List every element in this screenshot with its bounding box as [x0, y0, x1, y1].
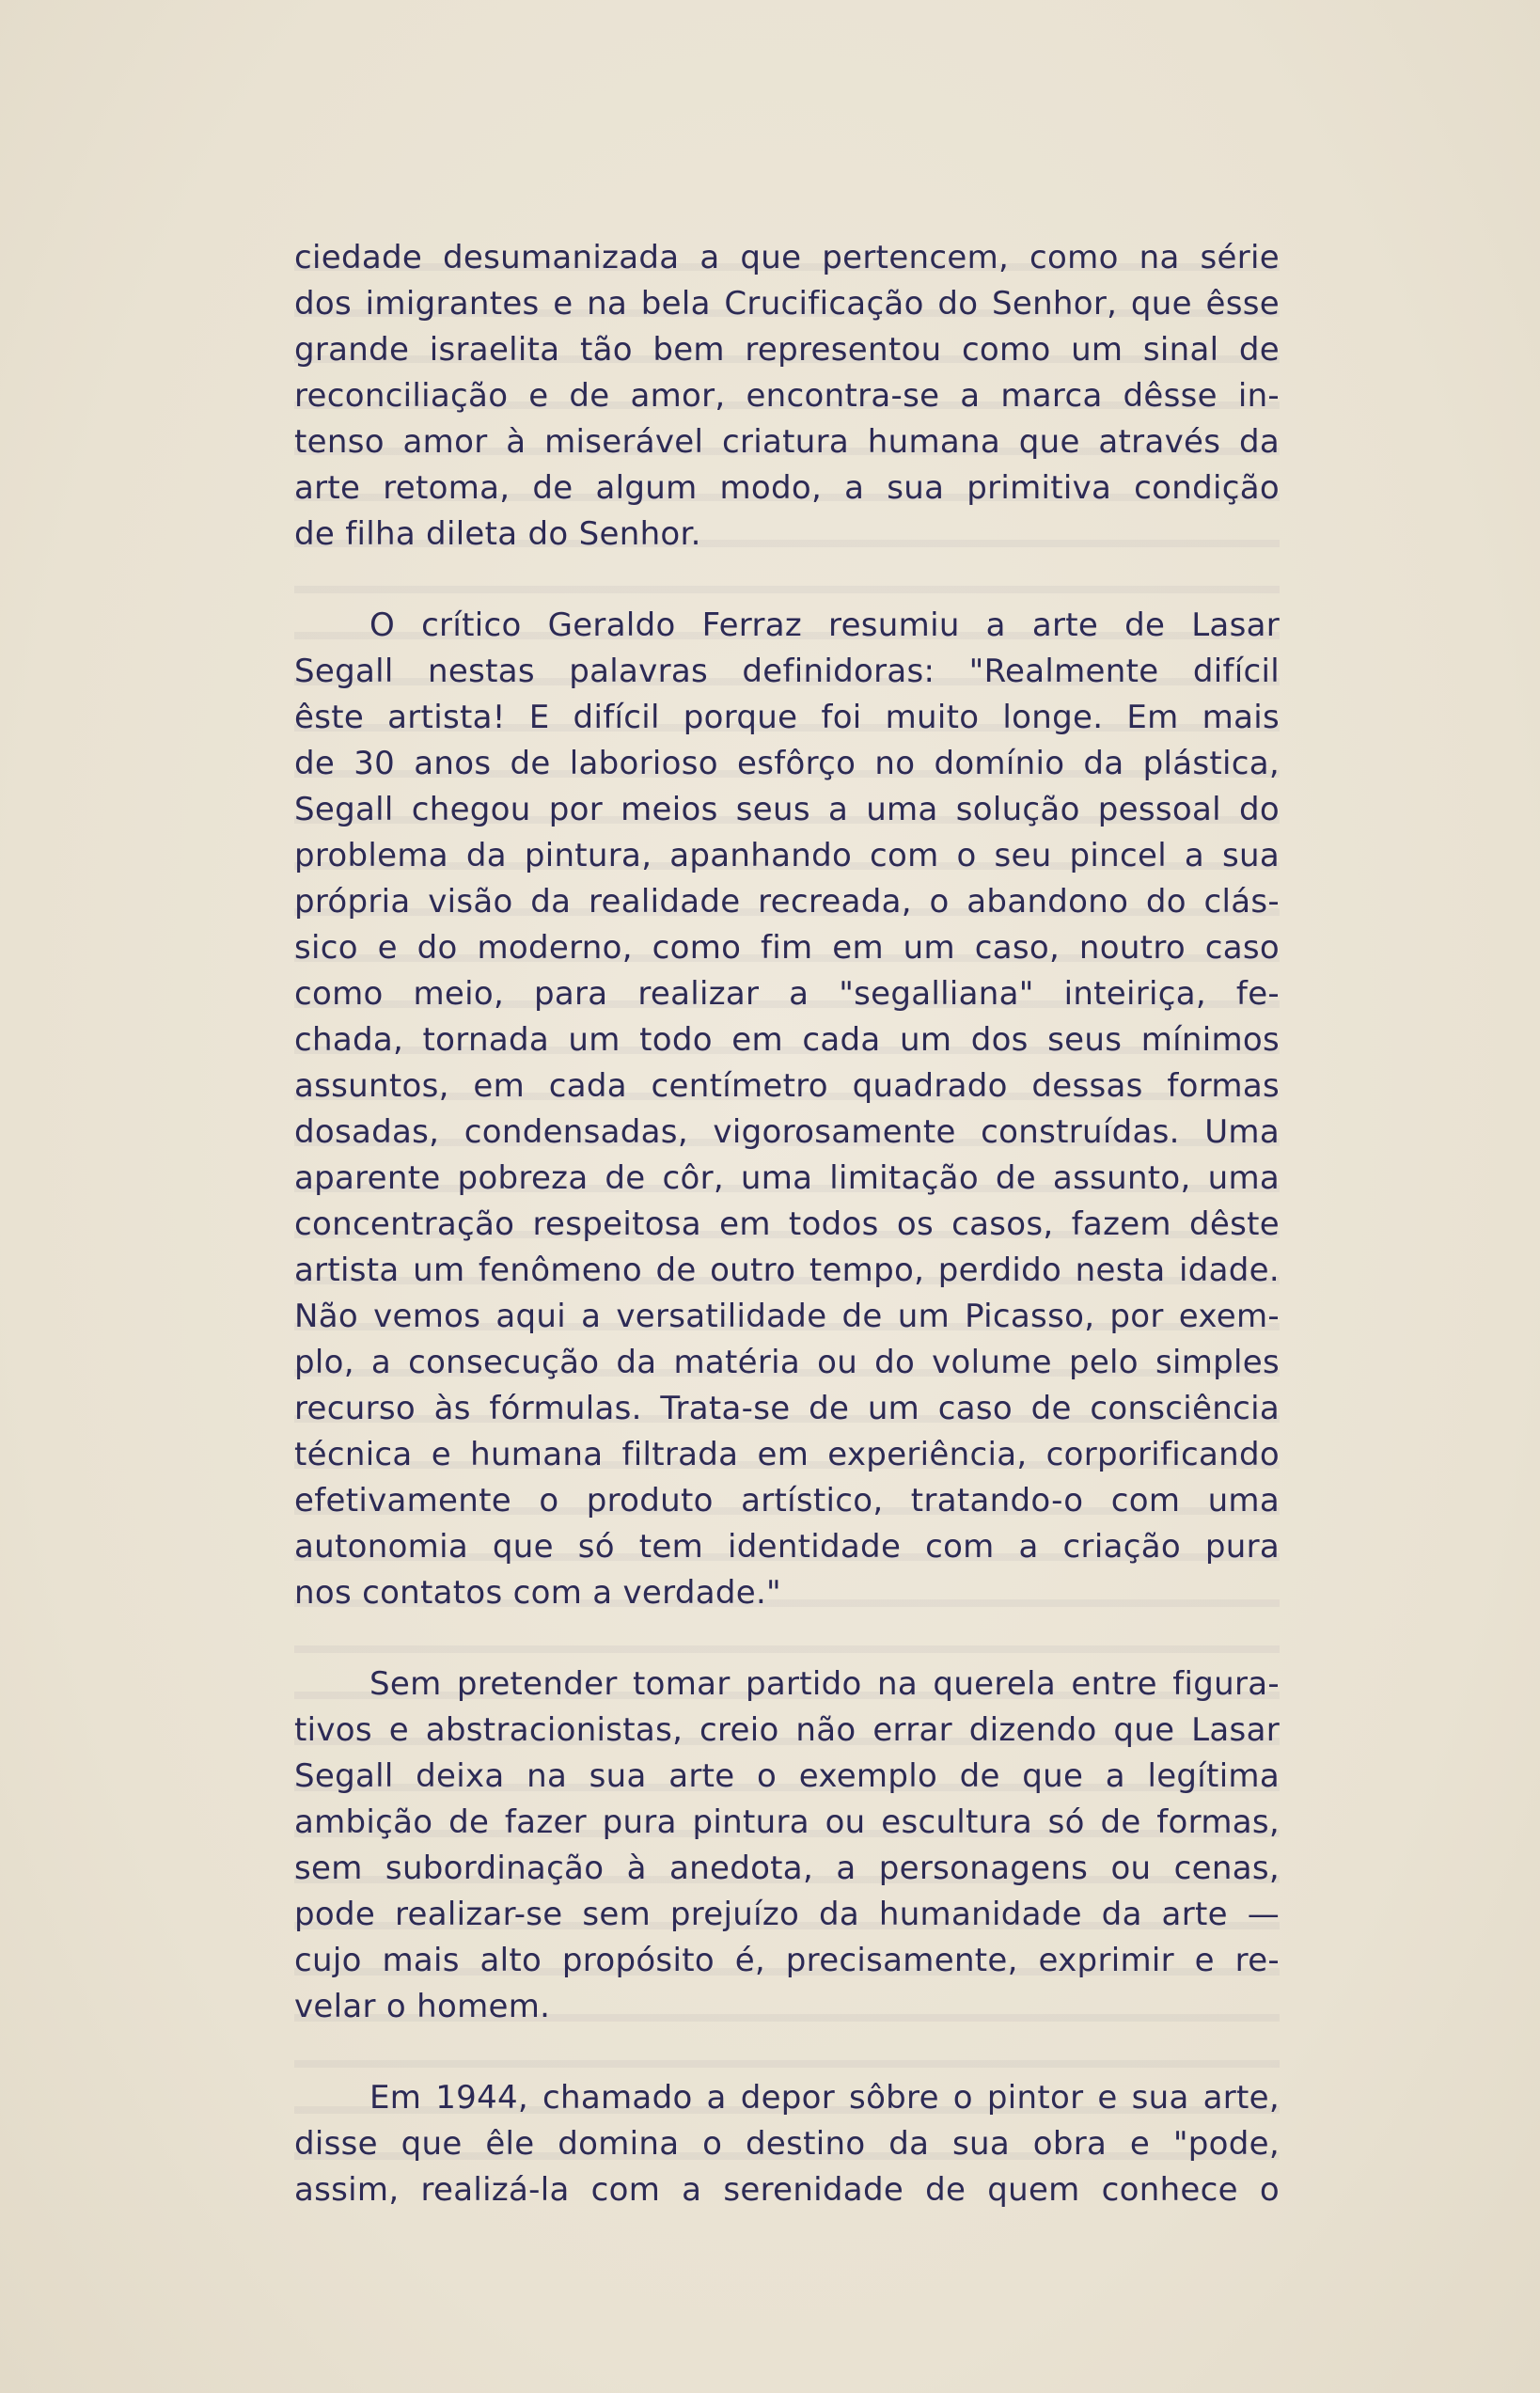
text-line: como meio, para realizar a "segalliana" inteiriça, fe-	[294, 975, 1280, 1013]
text-line: arte retoma, de algum modo, a sua primitiva condição	[294, 469, 1280, 507]
text-line: autonomia que só tem identidade com a criação pura	[294, 1528, 1280, 1566]
text-line: sico e do moderno, como fim em um caso, noutro caso	[294, 929, 1280, 967]
text-line: recurso às fórmulas. Trata-se de um caso de consciência	[294, 1390, 1280, 1427]
text-line: ambição de fazer pura pintura ou escultura só de formas,	[294, 1803, 1280, 1841]
text-line: pode realizar-se sem prejuízo da humanidade da arte —	[294, 1896, 1280, 1933]
text-line: assuntos, em cada centímetro quadrado dessas formas	[294, 1067, 1280, 1105]
text-line: concentração respeitosa em todos os casos, fazem dêste	[294, 1205, 1280, 1243]
text-line: efetivamente o produto artístico, tratando-o com uma	[294, 1482, 1280, 1519]
text-line: Segall nestas palavras definidoras: "Realmente difícil	[294, 653, 1280, 690]
text-line: velar o homem.	[294, 1988, 551, 2025]
text-line: tenso amor à miserável criatura humana que através da	[294, 423, 1280, 461]
text-line: Em 1944, chamado a depor sôbre o pintor e sua arte,	[369, 2079, 1280, 2117]
text-line: plo, a consecução da matéria ou do volume pelo simples	[294, 1344, 1280, 1381]
text-line: Não vemos aqui a versatilidade de um Picasso, por exem-	[294, 1298, 1280, 1335]
text-line: chada, tornada um todo em cada um dos seus mínimos	[294, 1021, 1280, 1059]
text-line: dos imigrantes e na bela Crucificação do Senhor, que êsse	[294, 285, 1280, 323]
text-line: técnica e humana filtrada em experiência, corporificando	[294, 1436, 1280, 1473]
text-line: disse que êle domina o destino da sua obra e "pode,	[294, 2125, 1280, 2163]
text-line: ciedade desumanizada a que pertencem, como na série	[294, 239, 1280, 276]
text-line: Segall chegou por meios seus a uma solução pessoal do	[294, 791, 1280, 828]
text-line: Segall deixa na sua arte o exemplo de que a legítima	[294, 1757, 1280, 1795]
text-line: Sem pretender tomar partido na querela entre figura-	[369, 1665, 1280, 1703]
text-line: sem subordinação à anedota, a personagens ou cenas,	[294, 1850, 1280, 1887]
text-line: O crítico Geraldo Ferraz resumiu a arte de Lasar	[369, 606, 1280, 644]
text-line: grande israelita tão bem representou como um sinal de	[294, 331, 1280, 369]
text-line: nos contatos com a verdade."	[294, 1574, 781, 1612]
text-line: cujo mais alto propósito é, precisamente, exprimir e re-	[294, 1942, 1280, 1979]
text-line: própria visão da realidade recreada, o abandono do clás-	[294, 883, 1280, 921]
text-line: problema da pintura, apanhando com o seu pincel a sua	[294, 837, 1280, 874]
paragraph-3	[294, 1661, 1280, 2030]
text-line: dosadas, condensadas, vigorosamente construídas. Uma	[294, 1113, 1280, 1151]
body-text	[294, 235, 1280, 2213]
text-line: êste artista! E difícil porque foi muito longe. Em mais	[294, 699, 1280, 736]
text-line: reconciliação e de amor, encontra-se a marca dêsse in-	[294, 377, 1280, 415]
text-line: aparente pobreza de côr, uma limitação de assunto, uma	[294, 1159, 1280, 1197]
paragraph-1	[294, 235, 1280, 558]
text-line: artista um fenômeno de outro tempo, perdido nesta idade.	[294, 1252, 1280, 1289]
paragraph-2	[294, 603, 1280, 1616]
text-line: assim, realizá-la com a serenidade de quem conhece o	[294, 2171, 1280, 2209]
text-line: de filha dileta do Senhor.	[294, 515, 701, 553]
paragraph-4	[294, 2075, 1280, 2213]
text-line: de 30 anos de laborioso esfôrço no domínio da plástica,	[294, 745, 1280, 782]
text-line: tivos e abstracionistas, creio não errar dizendo que Lasar	[294, 1711, 1280, 1749]
